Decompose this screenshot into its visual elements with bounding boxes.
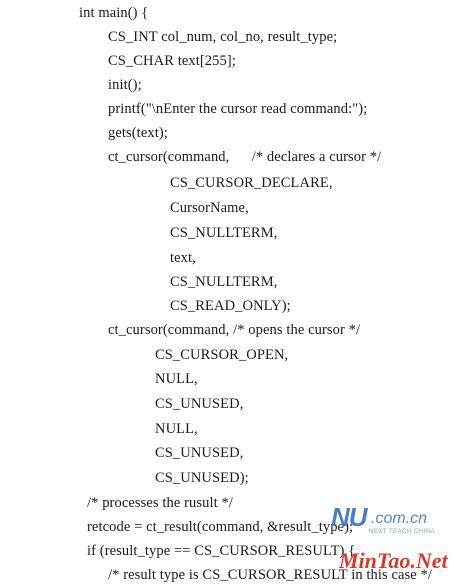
- code-line: printf("\nEnter the cursor read command:");: [108, 101, 368, 117]
- code-line: CursorName,: [170, 200, 249, 216]
- code-line: if (result_type == CS_CURSOR_RESULT) {: [87, 543, 356, 559]
- code-line: /* processes the rusult */: [87, 495, 233, 511]
- code-line: CS_UNUSED);: [155, 470, 249, 486]
- watermark-domain: .com.cn: [371, 510, 428, 527]
- code-line: CS_CURSOR_DECLARE,: [170, 175, 333, 191]
- code-line: CS_UNUSED,: [155, 396, 244, 412]
- code-line: NULL,: [155, 421, 198, 437]
- code-line: CS_CURSOR_OPEN,: [155, 347, 289, 363]
- code-line: CS_UNUSED,: [155, 445, 244, 461]
- code-line: ct_cursor(command, /* declares a cursor */: [108, 149, 382, 165]
- code-line: retcode = ct_result(command, &result_type);: [87, 519, 354, 535]
- code-line: CS_NULLTERM,: [170, 274, 278, 290]
- code-line: int main() {: [79, 5, 149, 21]
- watermark-subtitle: NEXT TEACH CHINA: [369, 529, 436, 535]
- code-line: init();: [108, 77, 142, 93]
- code-line: gets(text);: [108, 125, 168, 141]
- code-line: CS_CHAR text[255];: [108, 53, 236, 69]
- code-line: /* result type is CS_CURSOR_RESULT in this case */: [108, 567, 433, 583]
- code-line: CS_NULLTERM,: [170, 225, 278, 241]
- code-line: CS_INT col_num, col_no, result_type;: [108, 29, 338, 45]
- code-line: ct_cursor(command, /* opens the cursor */: [108, 322, 361, 338]
- code-line: text,: [170, 250, 196, 266]
- code-line: NULL,: [155, 371, 198, 387]
- code-line: CS_READ_ONLY);: [170, 298, 291, 314]
- watermark-nu-logo: NU: [331, 502, 367, 532]
- watermark-brand: MinTao.Net: [339, 548, 448, 573]
